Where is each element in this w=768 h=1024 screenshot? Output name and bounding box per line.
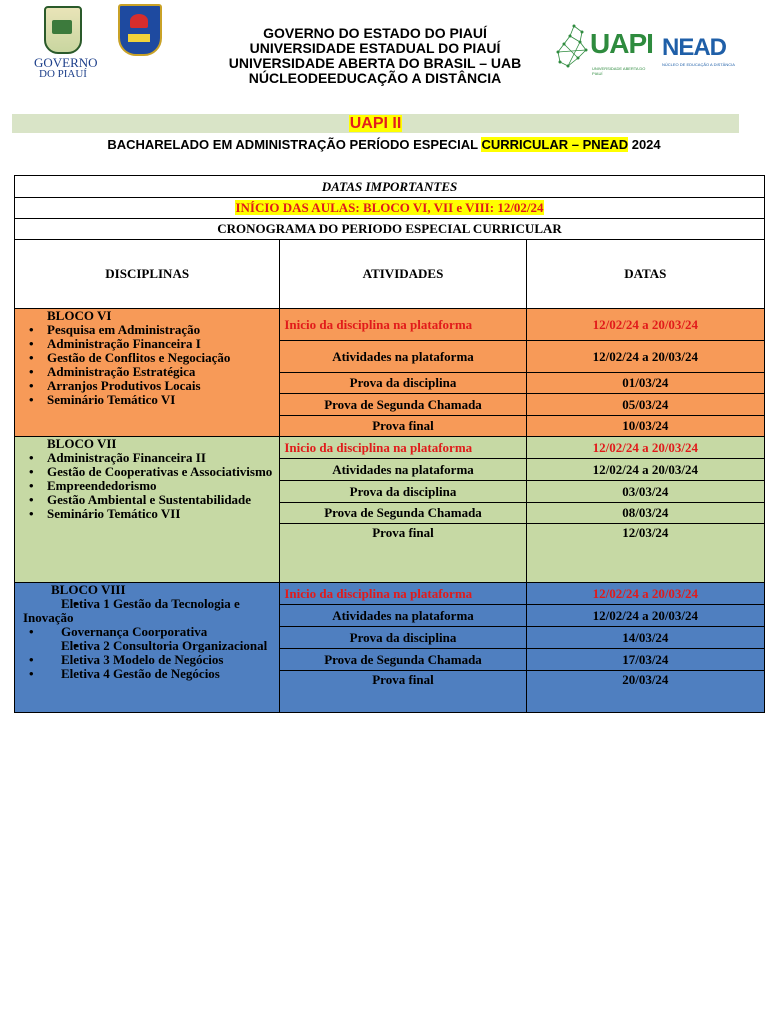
- data-cell: 12/02/24 a 20/03/24: [526, 341, 764, 373]
- header-line: UNIVERSIDADE ABERTA DO BRASIL – UAB: [228, 55, 522, 71]
- data-cell: 12/02/24 a 20/03/24: [526, 459, 764, 481]
- subtitle-part2: 2024: [628, 137, 661, 152]
- list-item: • Gestão de Conflitos e Negociação: [23, 351, 279, 365]
- list-item: • Administração Financeira II: [23, 451, 279, 465]
- uapi-logo-subtext: UNIVERSIDADE ABERTA DO PIAUÍ: [592, 66, 646, 76]
- atividade-cell: Inicio da disciplina na plataforma: [280, 583, 526, 605]
- disciplinas-list: [15, 451, 279, 521]
- atividade-cell: Inicio da disciplina na plataforma: [280, 437, 526, 459]
- disciplinas-list: [15, 597, 279, 681]
- list-item: • Gestão Ambiental e Sustentabilidade: [23, 493, 279, 507]
- inicio-aulas-text: INÍCIO DAS AULAS: BLOCO VI, VII e VIII: 12/02/24: [235, 200, 544, 215]
- nead-logo-text: NEAD: [662, 34, 727, 61]
- atividade-cell: Atividades na plataforma: [280, 605, 526, 627]
- uespi-crest-logo: [118, 4, 162, 58]
- data-cell: 12/02/24 a 20/03/24: [526, 605, 764, 627]
- data-cell: 12/02/24 a 20/03/24: [526, 583, 764, 605]
- list-item: • Eletiva 2 Consultoria Organizacional: [23, 639, 279, 653]
- atividade-cell: Inicio da disciplina na plataforma: [280, 309, 526, 341]
- atividade-cell: Atividades na plataforma: [280, 459, 526, 481]
- governo-piaui-logo: [34, 6, 98, 80]
- page-title: UAPI II: [349, 115, 402, 132]
- data-cell: 08/03/24: [526, 503, 764, 524]
- bloco-vi-disciplinas-cell: [15, 309, 280, 437]
- list-item: • Governança Coorporativa: [23, 625, 279, 639]
- list-item: • Seminário Temático VII: [23, 507, 279, 521]
- bloco-title: BLOCO VII: [47, 436, 117, 451]
- data-cell: 03/03/24: [526, 481, 764, 503]
- list-item: • Eletiva 3 Modelo de Negócios: [23, 653, 279, 667]
- uapi-logo-text: UAPI: [590, 28, 653, 59]
- data-cell: 20/03/24: [526, 671, 764, 713]
- list-item: • Gestão de Cooperativas e Associativismo: [23, 465, 279, 479]
- disciplinas-list: [15, 323, 279, 407]
- course-subtitle: [0, 137, 768, 152]
- list-item: • Empreendedorismo: [23, 479, 279, 493]
- data-cell: 01/03/24: [526, 373, 764, 394]
- atividade-cell: Prova final: [280, 524, 526, 583]
- data-cell: 12/02/24 a 20/03/24: [526, 309, 764, 341]
- uespi-shield-icon: [118, 4, 162, 56]
- bloco-vii-disciplinas-cell: [15, 437, 280, 583]
- data-cell: 14/03/24: [526, 627, 764, 649]
- list-item: • Administração Financeira I: [23, 337, 279, 351]
- data-cell: 10/03/24: [526, 416, 764, 437]
- col-header-datas: DATAS: [526, 240, 764, 309]
- document-header: [0, 0, 768, 110]
- data-cell: 12/03/24: [526, 524, 764, 583]
- nead-logo-subtext: NÚCLEO DE EDUCAÇÃO A DISTÂNCIA: [662, 62, 735, 67]
- subtitle-part1: BACHARELADO EM ADMINISTRAÇÃO PERÍODO ESPECIAL: [107, 137, 482, 152]
- header-line: GOVERNO DO ESTADO DO PIAUÍ: [263, 25, 487, 41]
- inicio-aulas-row: [15, 198, 765, 219]
- list-item: • Administração Estratégica: [23, 365, 279, 379]
- list-item: • Seminário Temático VI: [23, 393, 279, 407]
- atividade-cell: Prova de Segunda Chamada: [280, 649, 526, 671]
- atividade-cell: Prova da disciplina: [280, 481, 526, 503]
- datas-importantes-heading: DATAS IMPORTANTES: [15, 176, 765, 198]
- atividade-cell: Prova de Segunda Chamada: [280, 503, 526, 524]
- title-bar: [12, 114, 739, 133]
- atividade-cell: Prova da disciplina: [280, 627, 526, 649]
- data-cell: 17/03/24: [526, 649, 764, 671]
- header-line: UNIVERSIDADE ESTADUAL DO PIAUÍ: [249, 40, 501, 56]
- bloco-viii-disciplinas-cell: [15, 583, 280, 713]
- schedule-table: [14, 175, 765, 713]
- col-header-disciplinas: DISCIPLINAS: [15, 240, 280, 309]
- list-item: • Pesquisa em Administração: [23, 323, 279, 337]
- atividade-cell: Prova final: [280, 416, 526, 437]
- list-item: • Eletiva 1 Gestão da Tecnologia e Inovação: [23, 597, 279, 625]
- piaui-coat-of-arms-icon: [44, 6, 82, 54]
- institution-header-text: [200, 26, 550, 86]
- logo-gov-line2: DO PIAUÍ: [39, 68, 87, 80]
- data-cell: 05/03/24: [526, 394, 764, 416]
- atividade-cell: Atividades na plataforma: [280, 341, 526, 373]
- col-header-atividades: ATIVIDADES: [280, 240, 526, 309]
- header-line: NÚCLEODEEDUCAÇÃO A DISTÂNCIA: [248, 70, 502, 86]
- atividade-cell: Prova de Segunda Chamada: [280, 394, 526, 416]
- cronograma-heading: CRONOGRAMA DO PERIODO ESPECIAL CURRICULAR: [15, 219, 765, 240]
- bloco-title: BLOCO VIII: [51, 582, 126, 597]
- data-cell: 12/02/24 a 20/03/24: [526, 437, 764, 459]
- network-map-icon: [554, 22, 590, 74]
- uapi-logo: [554, 22, 653, 76]
- nead-logo: [662, 34, 738, 70]
- logo-gov-line1: GOVERNO: [34, 55, 98, 70]
- bloco-title: BLOCO VI: [47, 308, 112, 323]
- subtitle-highlight: CURRICULAR – PNEAD: [481, 137, 629, 152]
- list-item: • Eletiva 4 Gestão de Negócios: [23, 667, 279, 681]
- atividade-cell: Prova da disciplina: [280, 373, 526, 394]
- atividade-cell: Prova final: [280, 671, 526, 713]
- list-item: • Arranjos Produtivos Locais: [23, 379, 279, 393]
